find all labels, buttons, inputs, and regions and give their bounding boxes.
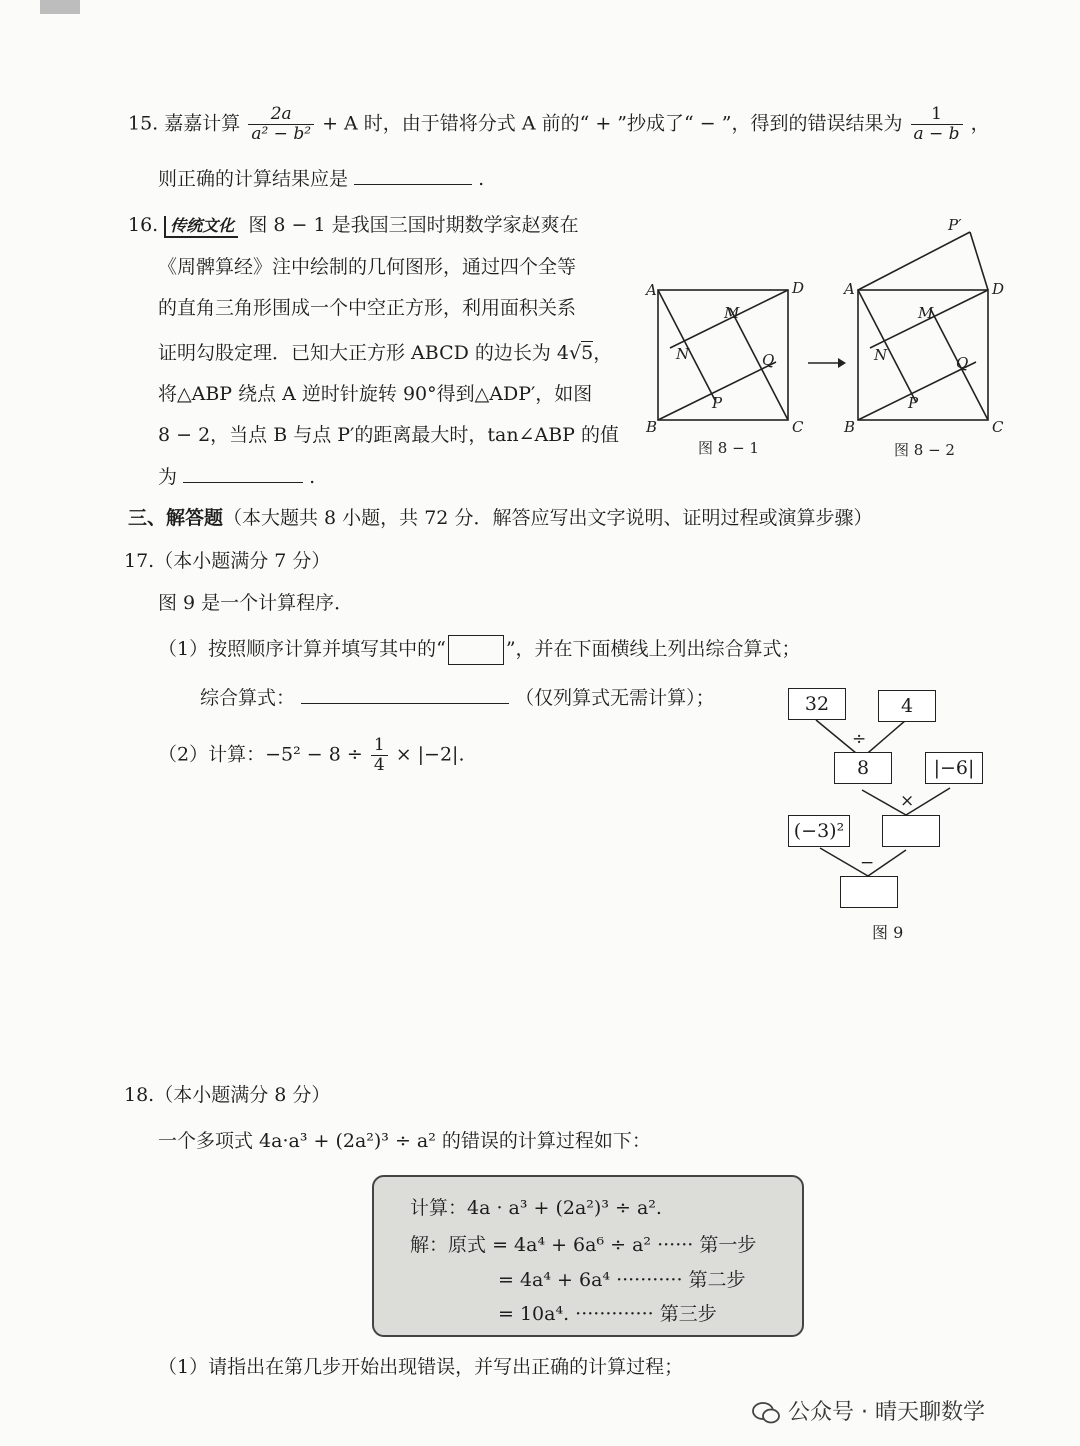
label-d: D	[792, 279, 805, 297]
empty-box-symbol	[448, 635, 504, 665]
section-3-title: 三、解答题	[128, 507, 224, 529]
q15-line2	[158, 164, 484, 194]
q15-end: .	[478, 168, 485, 190]
section-3-header	[128, 503, 872, 533]
q17-part2-text-b: × |−2|.	[395, 743, 465, 766]
q17-part2-text-a: （2）计算：−5² − 8 ÷	[158, 743, 363, 766]
q16-line7	[158, 462, 315, 492]
label-q-2: Q	[956, 354, 969, 372]
q17-part1	[158, 634, 801, 665]
q17-part1-text-a: （1）按照顺序计算并填写其中的“	[158, 638, 446, 660]
label-c-2: C	[992, 418, 1004, 436]
label-p-prime: P′	[948, 216, 962, 234]
q15-text-c: ，	[970, 112, 990, 135]
q17-intro: 图 9 是一个计算程序．	[158, 592, 354, 614]
formula-label: 综合算式：	[200, 687, 296, 709]
q16-text-1: 图 8 − 1 是我国三国时期数学家赵爽在	[248, 214, 579, 236]
panel-calc-line: 计算：4a · a³ + (2a²)³ ÷ a².	[410, 1197, 662, 1219]
flow-box-8: 8	[834, 752, 892, 784]
panel-step1-text: = 4a⁴ + 6a⁶ ÷ a² ······ 第一步	[492, 1234, 757, 1256]
flow-box-blank-result[interactable]	[840, 876, 898, 908]
q16-line3: 的直角三角形围成一个中空正方形，利用面积关系	[158, 297, 577, 319]
q16-line1	[128, 210, 579, 240]
label-p-2: P	[908, 394, 919, 412]
caption-8-1: 图 8 − 1	[698, 439, 759, 457]
q16-text-4b: ，	[593, 342, 613, 364]
multiply-operator: ×	[900, 791, 915, 811]
q17-fraction	[371, 736, 388, 775]
q16-number: 16.	[128, 214, 159, 236]
panel-step1	[410, 1230, 756, 1257]
q17-formula-line	[200, 683, 715, 713]
q17-part1-text-b: ”，并在下面横线上列出综合算式；	[505, 638, 801, 660]
q15-fraction-b-denominator: a − b	[911, 124, 963, 144]
q17-header: 17.（本小题满分 7 分）	[124, 550, 331, 572]
q16-line5: 将△ABP 绕点 A 逆时针旋转 90°得到△ADP′，如图	[158, 383, 593, 405]
q16-text-7b: .	[309, 466, 316, 488]
section-3-description: （本大题共 8 小题，共 72 分．解答应写出文字说明、证明过程或演算步骤）	[223, 507, 873, 529]
sqrt-radicand: 5	[581, 342, 594, 364]
calculation-process-panel	[372, 1175, 804, 1337]
caption-9: 图 9	[872, 923, 904, 942]
q18-header: 18.（本小题满分 8 分）	[124, 1084, 331, 1106]
figure-8-2	[838, 212, 1038, 460]
figure-8-1	[640, 275, 810, 460]
q17-fraction-denominator: 4	[371, 755, 388, 775]
q15-line1	[128, 105, 990, 144]
label-m: M	[724, 304, 740, 322]
divide-operator: ÷	[852, 729, 867, 749]
q15-prompt: 则正确的计算结果应是	[158, 168, 349, 190]
q15-fraction-b	[911, 105, 963, 144]
sqrt-symbol: √	[569, 342, 582, 364]
label-b-2: B	[844, 418, 856, 436]
flow-box-4: 4	[878, 690, 936, 722]
q15-fraction-b-numerator: 1	[931, 104, 942, 124]
panel-step2: = 4a⁴ + 6a⁴ ··········· 第二步	[498, 1269, 746, 1291]
wechat-icon	[752, 1401, 780, 1425]
label-a-2: A	[844, 280, 855, 298]
q16-line6: 8 − 2，当点 B 与点 P′的距离最大时，tan∠ABP 的值	[158, 424, 619, 446]
q16-line2: 《周髀算经》注中绘制的几何图形，通过四个全等	[158, 256, 577, 278]
flow-box-abs-neg6: |−6|	[925, 752, 983, 784]
q16-text-4a: 证明勾股定理．已知大正方形 ABCD 的边长为 4	[158, 342, 570, 364]
label-n-2: N	[874, 346, 888, 364]
panel-solution-label: 解：原式	[410, 1234, 487, 1256]
label-a: A	[646, 281, 657, 299]
q15-text-a: 嘉嘉计算	[164, 112, 241, 135]
q15-fraction-a-denominator: a² − b²	[248, 124, 314, 144]
q15-fraction-a-numerator: 2a	[270, 104, 292, 124]
source-watermark	[752, 1395, 985, 1426]
label-d-2: D	[992, 280, 1005, 298]
label-m-2: M	[918, 304, 934, 322]
q15-answer-blank[interactable]	[354, 164, 472, 185]
q16-line4	[158, 338, 612, 368]
flow-box-blank-product[interactable]	[882, 815, 940, 847]
formula-note: （仅列算式无需计算）；	[515, 687, 715, 709]
q16-text-7a: 为	[158, 466, 178, 488]
q17-fraction-numerator: 1	[373, 735, 385, 755]
flow-box-neg3-squared: (−3)²	[788, 815, 850, 847]
q18-intro: 一个多项式 4a·a³ + (2a²)³ ÷ a² 的错误的计算过程如下：	[158, 1130, 651, 1152]
panel-step3: = 10a⁴. ············· 第三步	[498, 1303, 717, 1325]
q17-part2	[158, 736, 465, 775]
label-q: Q	[762, 351, 775, 369]
q18-part1: （1）请指出在第几步开始出现错误，并写出正确的计算过程；	[158, 1356, 684, 1378]
minus-operator: −	[860, 853, 875, 873]
traditional-culture-badge: 传统文化	[164, 216, 238, 238]
q16-answer-blank[interactable]	[183, 462, 303, 483]
flow-box-32: 32	[788, 688, 846, 720]
formula-blank[interactable]	[301, 683, 509, 704]
label-b: B	[646, 418, 658, 436]
source-text: 公众号 · 晴天聊数学	[788, 1400, 985, 1425]
label-p: P	[712, 394, 723, 412]
caption-8-2: 图 8 − 2	[894, 441, 955, 459]
scan-corner-mark	[40, 0, 80, 14]
q15-number: 15.	[128, 112, 159, 135]
label-c: C	[792, 418, 804, 436]
label-n: N	[676, 345, 690, 363]
q15-fraction-a	[248, 105, 314, 144]
q15-text-b: + A 时，由于错将分式 A 前的“ + ”抄成了“ − ”，得到的错误结果为	[322, 112, 903, 135]
